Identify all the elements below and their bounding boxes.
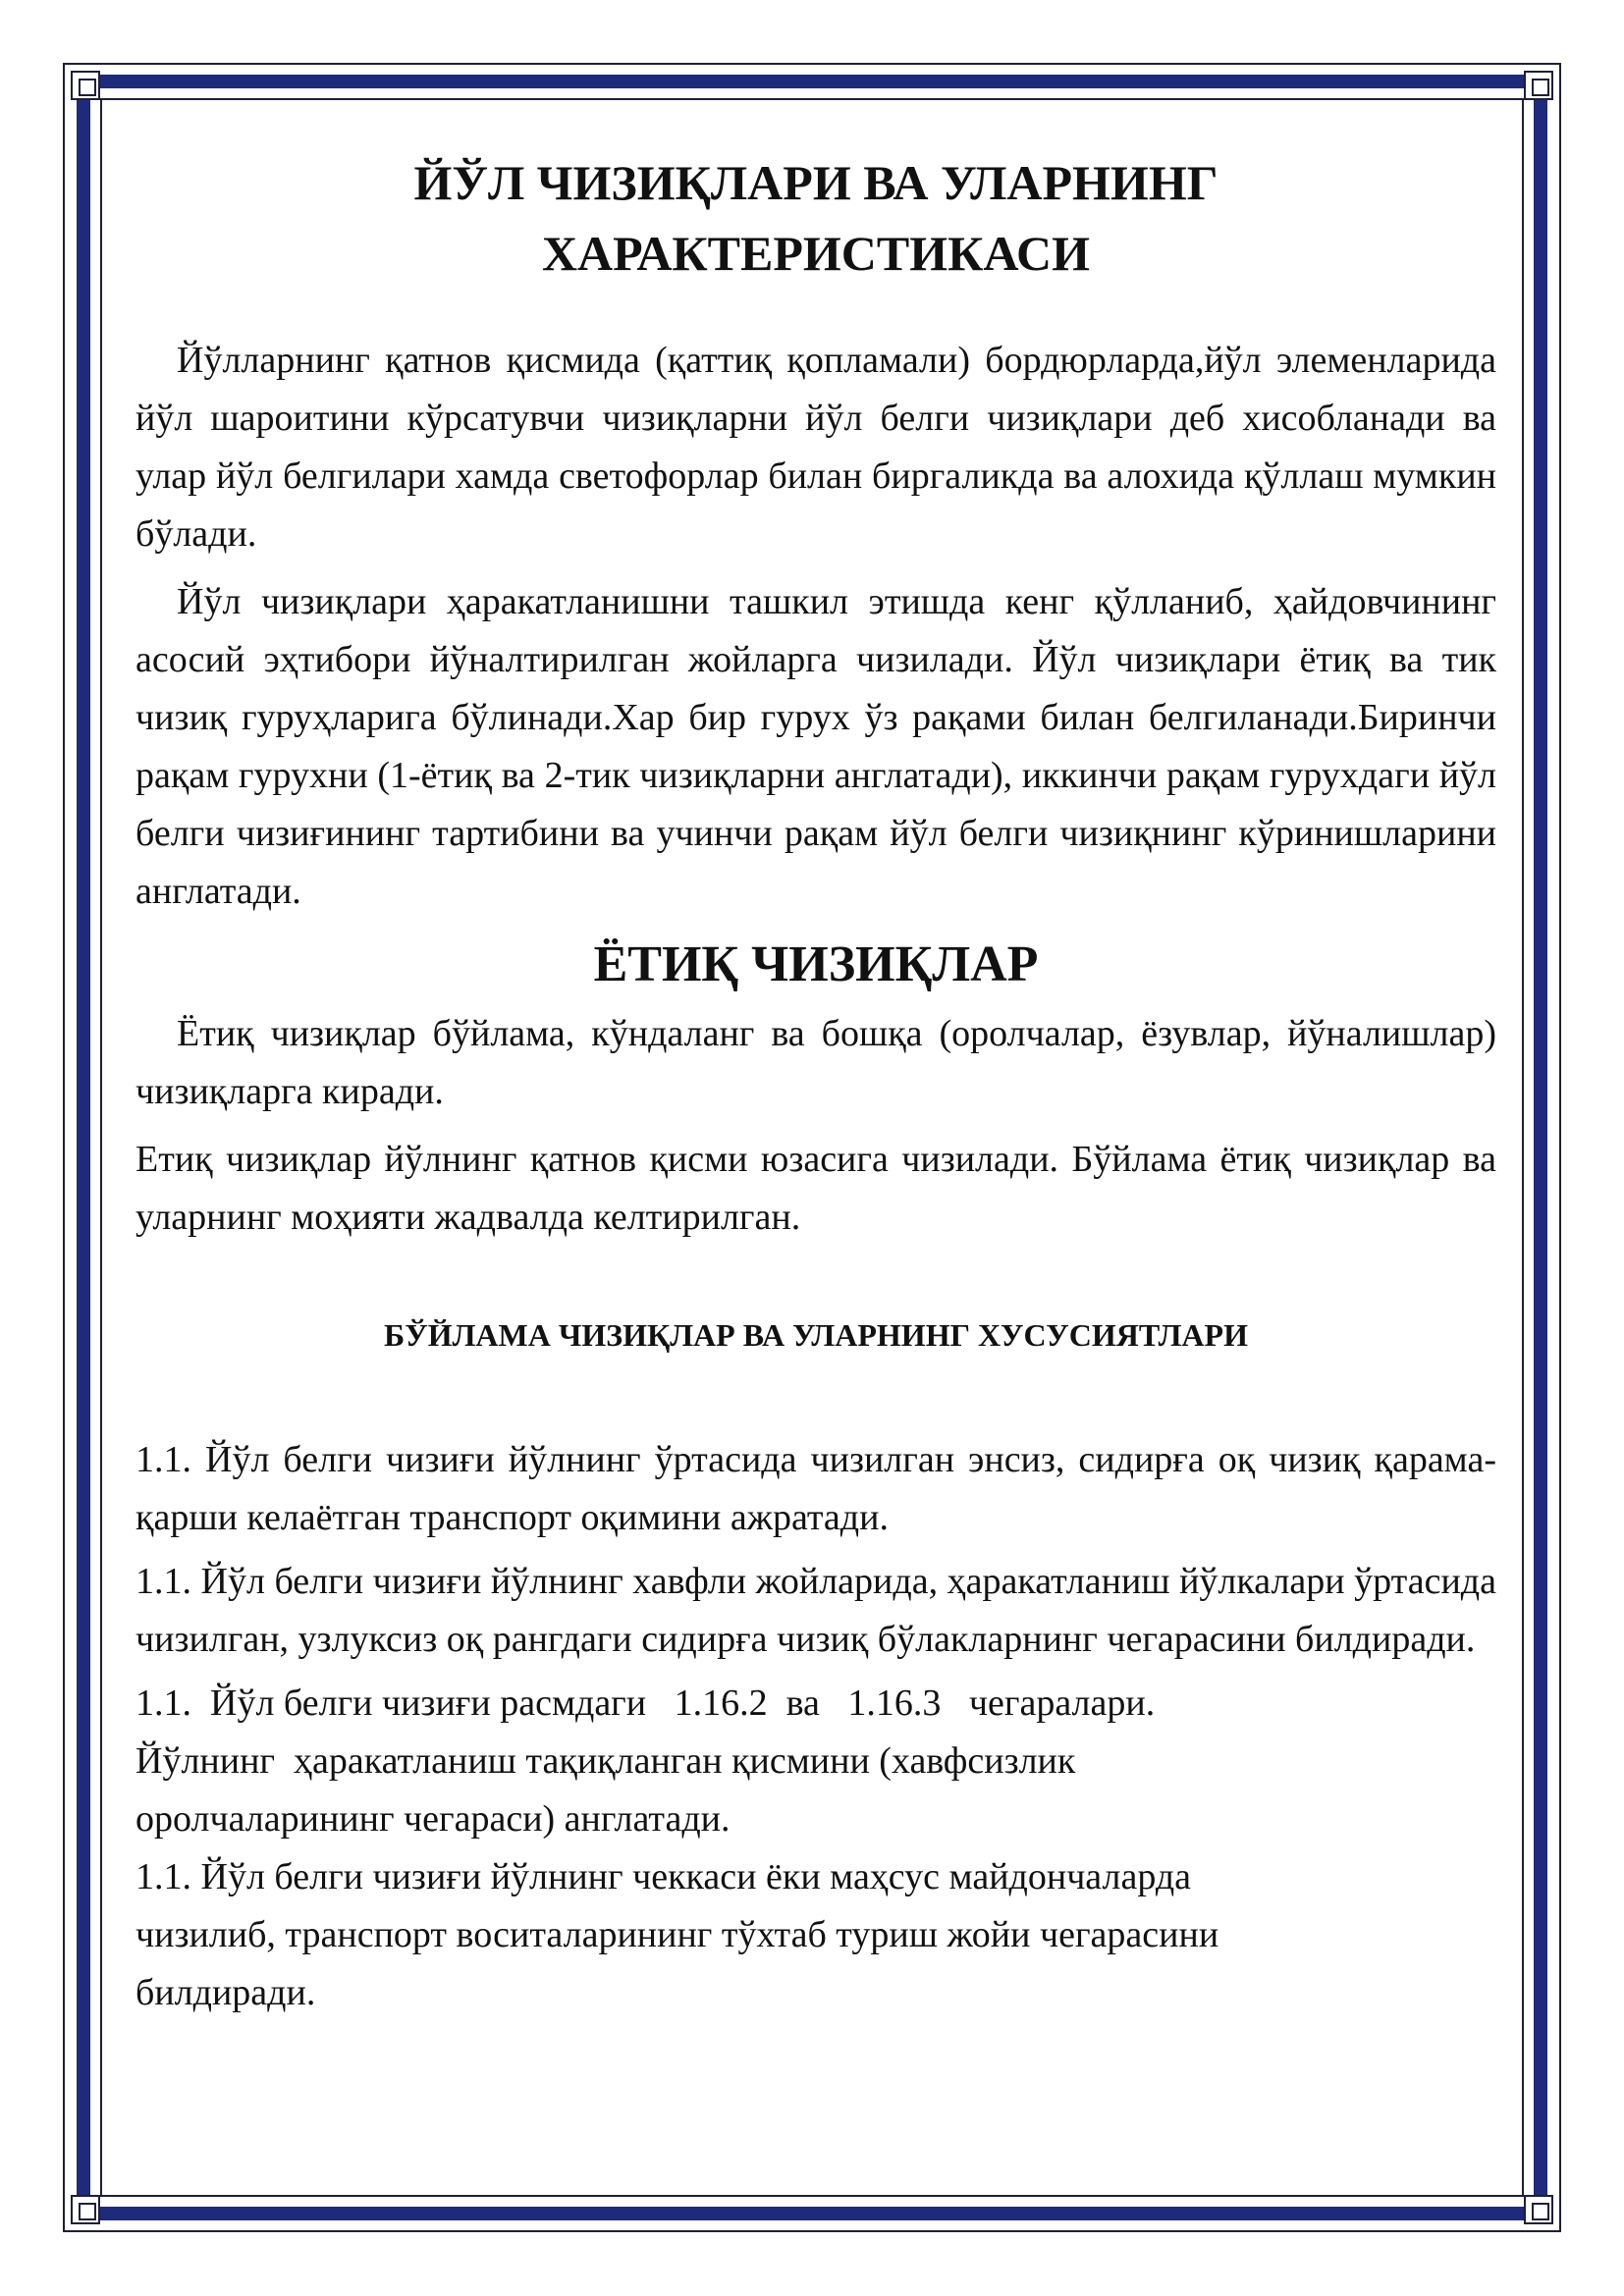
- section-paragraph-2: Етиқ чизиқлар йўлнинг қатнов қисми юзасига чизилади. Бўйлама ётиқ чизиқлар ва уларнинг моҳияти жадвалда келтирилган.: [135, 1139, 1496, 1238]
- section-heading: ЁТИҚ ЧИЗИҚЛАР: [593, 936, 1039, 992]
- list-item: 1.1. Йўл белги чизиғи йўлнинг хавфли жойларида, ҳаракатланиш йўлкалари ўртасида чизилган, узлуксиз оқ рангдаги сидирға чизиқ бўлакларнинг чегарасини билдиради.: [135, 1561, 1496, 1660]
- page-title-line-2: ХАРАКТЕРИСТИКАСИ: [541, 226, 1091, 281]
- list-item-line: 1.1. Йўл белги чизиғи расмдаги 1.16.2 ва 1.16.3 чегаралари.: [135, 1682, 1156, 1724]
- frame-corner-ornament: [1524, 71, 1553, 100]
- list-item-line: 1.1. Йўл белги чизиғи йўлнинг чеккаси ёки маҳсус майдончаларда: [135, 1856, 1192, 1897]
- frame-corner-ornament: [71, 2195, 100, 2224]
- list-item: [135, 1848, 1496, 2022]
- page-title: [135, 147, 1496, 289]
- list-item-line: оролчаларининг чегараси) англатади.: [135, 1798, 731, 1840]
- list-item: [135, 1675, 1496, 1848]
- frame-corner-ornament: [1524, 2195, 1553, 2224]
- list-item-line: Йўлнинг ҳаракатланиш тақиқланган қисмини (хавфсизлик: [135, 1740, 1076, 1782]
- frame-corner-ornament: [71, 71, 100, 100]
- list-item-line: чизилиб, транспорт воситаларининг тўхтаб туриш жойи чегарасини: [135, 1914, 1219, 1955]
- section-paragraph-1: Ётиқ чизиқлар бўйлама, кўндаланг ва бошқа (оролчалар, ёзувлар, йўналишлар) чизиқларга киради.: [135, 1013, 1496, 1112]
- list-item: 1.1. Йўл белги чизиғи йўлнинг ўртасида чизилган энсиз, сидирға оқ чизиқ қарама-қарши келаётган транспорт оқимини ажратади.: [135, 1439, 1496, 1538]
- document-body: [135, 147, 1496, 2022]
- page-title-line-1: ЙЎЛ ЧИЗИҚЛАРИ ВА УЛАРНИНГ: [413, 155, 1218, 210]
- intro-paragraph-2: Йўл чизиқлари ҳаракатланишни ташкил этишда кенг қўлланиб, ҳайдовчининг асосий эҳтибори йўналтирилган жойларга чизилади. Йўл чизиқлари ётиқ ва тик чизиқ гуруҳларига бўлинади.Хар бир гурух ўз рақами билан белгиланади.Биринчи рақам гурухни (1-ётиқ ва 2-тик чизиқларни англатади), иккинчи рақам гурухдаги йўл белги чизиғининг тартибини ва учинчи рақам йўл белги чизиқнинг кўринишларини англатади.: [135, 581, 1496, 912]
- subsection-heading: БЎЙЛАМА ЧИЗИҚЛАР ВА УЛАРНИНГ ХУСУСИЯТЛАРИ: [384, 1317, 1248, 1353]
- intro-paragraph-1: Йўлларнинг қатнов қисмида (қаттиқ қопламали) бордюрларда,йўл элеменларида йўл шароитини кўрсатувчи чизиқларни йўл белги чизиқлари деб хисобланади ва улар йўл белгилари хамда светофорлар билан биргаликда ва алохида қўллаш мумкин бўлади.: [135, 340, 1496, 555]
- list-item-line: билдиради.: [135, 1972, 316, 2013]
